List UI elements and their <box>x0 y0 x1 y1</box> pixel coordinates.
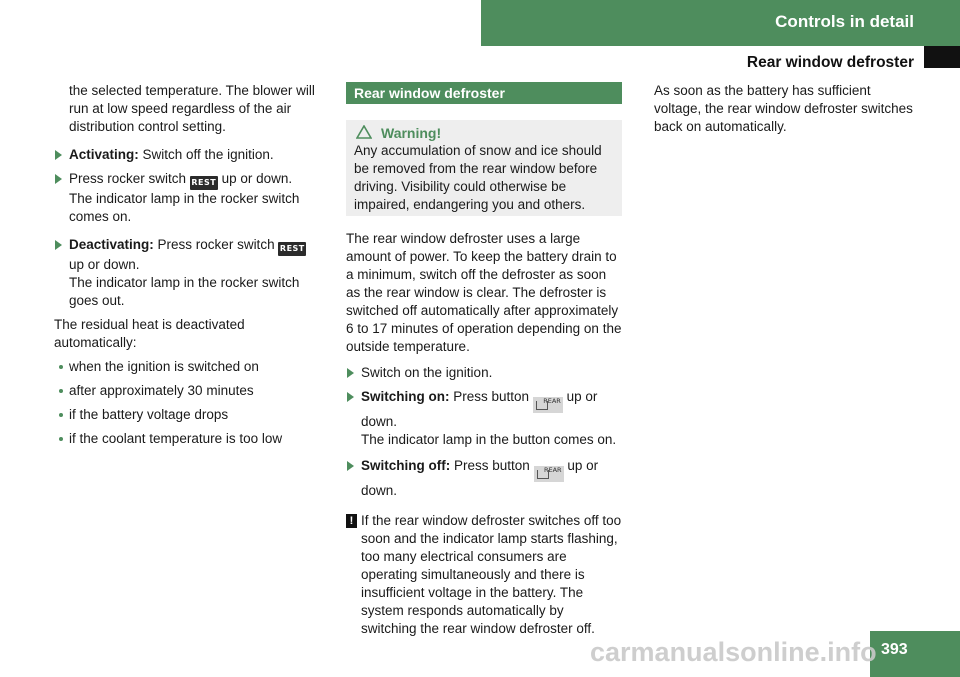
bullet-text: if the battery voltage drops <box>69 407 229 422</box>
intro-paragraph: the selected temperature. The blower will run at low speed regardless of the air distribution control setting. <box>69 83 315 134</box>
bullet-icon <box>59 437 63 441</box>
watermark: carmanualsonline.info <box>590 637 877 667</box>
bullet-text: if the coolant temperature is too low <box>69 431 283 446</box>
list-item <box>54 406 324 424</box>
list-item <box>54 430 324 448</box>
rear-defroster-button-icon <box>534 466 564 482</box>
rear-defroster-button-icon <box>533 397 563 413</box>
column-right <box>654 82 914 136</box>
step-arrow-icon <box>347 392 354 402</box>
warning-triangle-icon <box>356 125 372 139</box>
bullet-icon <box>59 389 63 393</box>
list-item <box>54 382 324 400</box>
chapter-tab <box>481 0 960 46</box>
switching-off-suffix: up or down. <box>361 458 599 498</box>
indicator-on-text: The indicator lamp in the rocker switch comes on. <box>69 191 300 224</box>
header-marker <box>924 46 960 68</box>
step-arrow-icon <box>347 368 354 378</box>
deactivating-suffix: up or down. <box>69 257 140 272</box>
press-suffix: up or down. <box>221 171 293 186</box>
warning-title-row <box>354 124 614 142</box>
note-text: If the rear window defroster switches off too soon and the indicator lamp starts flashing, too many electrical consumers are operating simultaneously and there is insufficient voltage in the battery. The system responds automatically by switching the rear window defroster off. <box>361 513 622 636</box>
deactivating-label: Deactivating: <box>69 237 154 252</box>
warning-title: Warning! <box>381 125 442 141</box>
warning-text: Any accumulation of snow and ice should be removed from the rear window before driving. Visibility could otherwise be impaired, endangering you and others. <box>354 143 602 212</box>
deactivating-prefix: Press rocker switch <box>157 237 275 252</box>
rest-switch-icon: REST <box>278 242 306 256</box>
bullet-icon <box>59 413 63 417</box>
step-deactivating <box>54 236 324 310</box>
bullet-text: after approximately 30 minutes <box>69 383 254 398</box>
body-paragraph: The rear window defroster uses a large amount of power. To keep the battery drain to a minimum, switch off the defroster as soon as the rear window is clear. The defroster is switched off automatically after approximately 6 to 17 minutes of operation depending on the outside temperature. <box>346 231 622 354</box>
page-number: 393 <box>870 631 960 677</box>
activating-label: Activating: <box>69 147 139 162</box>
switching-on-label: Switching on: <box>361 389 450 404</box>
rear-icon-text: REAR <box>543 397 561 405</box>
column-middle <box>346 82 622 638</box>
residual-heat-text: The residual heat is deactivated automatically: <box>54 317 245 350</box>
exclamation-icon: ! <box>346 514 357 528</box>
step-arrow-icon <box>55 150 62 160</box>
step-ignition <box>346 364 622 382</box>
activating-text: Switch off the ignition. <box>142 147 274 162</box>
chapter-title: Controls in detail <box>775 12 914 31</box>
battery-text: As soon as the battery has sufficient voltage, the rear window defroster switches back on automatically. <box>654 83 913 134</box>
section-title: Rear window defroster <box>746 54 914 71</box>
step-press-rocker <box>54 170 324 226</box>
rear-icon-text: REAR <box>543 466 562 474</box>
bullet-icon <box>59 365 63 369</box>
column-left <box>54 82 324 448</box>
step-switching-off <box>346 457 622 500</box>
defroster-wave-icon <box>537 470 549 479</box>
switching-on-prefix: Press button <box>453 389 530 404</box>
step-arrow-icon <box>55 174 62 184</box>
step-switching-on <box>346 388 622 449</box>
switching-off-label: Switching off: <box>361 458 451 473</box>
list-item <box>54 358 324 376</box>
bullet-text: when the ignition is switched on <box>69 359 259 374</box>
step-arrow-icon <box>347 461 354 471</box>
defroster-wave-icon <box>536 401 548 410</box>
section-heading: Rear window defroster <box>346 82 622 104</box>
ignition-text: Switch on the ignition. <box>361 365 493 380</box>
press-prefix: Press rocker switch <box>69 171 187 186</box>
indicator-out-text: The indicator lamp in the rocker switch goes out. <box>69 275 300 308</box>
switching-off-prefix: Press button <box>454 458 530 473</box>
step-activating <box>54 146 324 164</box>
step-arrow-icon <box>55 240 62 250</box>
switching-on-indicator: The indicator lamp in the button comes on. <box>361 432 617 447</box>
rest-switch-icon: REST <box>190 176 218 190</box>
note-box <box>346 512 622 638</box>
switching-on-suffix: up or down. <box>361 389 598 429</box>
warning-box <box>346 120 622 216</box>
